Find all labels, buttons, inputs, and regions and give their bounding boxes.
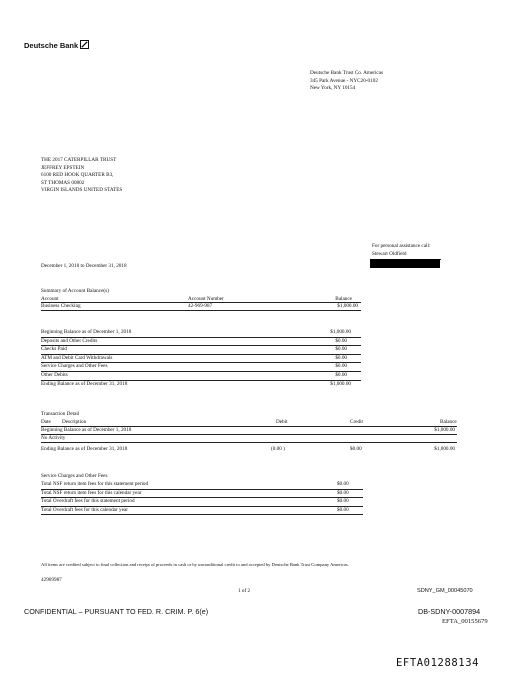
summary-row-balance: $1,000.00 — [337, 303, 358, 309]
balance-value: $0.00 — [335, 346, 347, 353]
summary-title: Summary of Account Balance(s) — [41, 288, 109, 294]
balance-label: Checks Paid — [41, 346, 67, 353]
balance-row — [41, 381, 361, 389]
client-address-line: THE 2017 CATERPILLAR TRUST — [41, 157, 117, 163]
balance-row — [41, 346, 361, 355]
balance-value: $0.00 — [335, 337, 347, 344]
bank-address-line: Deutsche Bank Trust Co. Americas — [310, 70, 384, 76]
fee-label: Total NSF return item fees for this statement period — [41, 481, 149, 487]
transaction-ending-label: Ending Balance as of December 31, 2018 — [41, 446, 128, 452]
transaction-row-rule — [41, 442, 457, 443]
fee-row — [41, 490, 363, 499]
balance-row — [41, 338, 361, 347]
fee-row — [41, 507, 363, 516]
client-address-line: VIRGIN ISLANDS UNITED STATES — [41, 187, 123, 194]
summary-header-balance: Balance — [335, 296, 352, 302]
client-address — [41, 157, 122, 195]
fee-row — [41, 481, 363, 490]
db-sdny-number: DB-SDNY-0007894 — [418, 607, 481, 616]
balance-label: Deposits and Other Credits — [41, 337, 98, 344]
bank-address-line: 345 Park Avenue - NYC20-0102 — [310, 77, 378, 84]
balance-label: Beginning Balance as of December 1, 2018 — [41, 329, 132, 335]
balance-row — [41, 372, 361, 381]
summary-header-account: Account — [41, 296, 59, 302]
deutsche-bank-logo-icon — [80, 40, 89, 49]
transaction-header-description: Description — [62, 419, 87, 425]
transaction-no-activity: No Activity — [41, 435, 66, 441]
page-number: 1 of 2 — [238, 588, 251, 594]
summary-row-number: 42-969-987 — [188, 303, 213, 309]
footer-code: 42969987 — [41, 577, 62, 583]
fees-title: Service Charges and Other Fees — [41, 473, 108, 479]
transaction-ending-credit: $0.00 — [350, 446, 362, 452]
balance-row — [41, 363, 361, 372]
bank-logo-text: Deutsche Bank — [24, 41, 79, 50]
summary-row-account: Business Checking — [41, 303, 81, 309]
efta-large-number: EFTA01288134 — [396, 657, 480, 669]
fee-label: Total Overdraft fees for this calendar year — [41, 506, 128, 513]
balance-label: Other Debits — [41, 371, 68, 378]
fee-row — [41, 498, 363, 507]
balance-row — [41, 329, 361, 338]
balance-value: $0.00 — [335, 354, 347, 361]
fee-value: $0.00 — [337, 489, 349, 496]
fee-value: $0.00 — [337, 498, 349, 505]
summary-header-number: Account Number — [188, 296, 224, 302]
transaction-header-balance: Balance — [440, 419, 457, 425]
client-address-line: 6100 RED HOOK QUARTER B3, — [41, 172, 114, 179]
assistance-name: Stewart Oldfield — [372, 251, 441, 260]
balance-value: $1,000.00 — [330, 380, 351, 387]
transaction-row-rule — [41, 434, 457, 435]
fee-value: $0.00 — [337, 481, 349, 487]
balance-value: $0.00 — [335, 371, 347, 378]
efta-small-number: EFTA_00155679 — [442, 618, 488, 625]
balance-value: $0.00 — [335, 363, 347, 370]
confidential-notice: CONFIDENTIAL – PURSUANT TO FED. R. CRIM. P. 6(e) — [24, 607, 209, 616]
balance-label: ATM and Debit Card Withdrawals — [41, 354, 113, 361]
sdny-gm-number: SDNY_GM_00045070 — [417, 588, 473, 594]
assistance-label: For personal assistance call: — [372, 243, 431, 249]
balance-label: Service Charges and Other Fees — [41, 363, 108, 370]
redaction-box — [370, 259, 440, 268]
transaction-beginning-label: Beginning Balance as of December 1, 2018 — [41, 427, 132, 433]
bank-address — [310, 70, 383, 93]
bank-address-line: New York, NY 10154 — [310, 85, 356, 92]
balance-row — [41, 355, 361, 364]
transaction-title: Transaction Detail — [41, 411, 80, 417]
transaction-beginning-balance: $1,000.00 — [434, 427, 455, 433]
statement-period: December 1, 2018 to December 31, 2018 — [41, 263, 127, 269]
fee-value: $0.00 — [337, 506, 349, 513]
balance-value: $1,000.00 — [330, 329, 351, 335]
transaction-header-date: Date — [41, 419, 51, 425]
balance-label: Ending Balance as of December 31, 2018 — [41, 380, 128, 387]
fee-label: Total Overdraft fees for this statement period — [41, 498, 135, 505]
fees-table — [41, 481, 363, 515]
balance-breakdown — [41, 329, 361, 388]
transaction-ending-balance: $1,000.00 — [434, 446, 455, 452]
client-address-line: JEFFREY EPSTEIN — [41, 164, 85, 171]
client-address-line: ST THOMAS 00802 — [41, 179, 85, 186]
fee-label: Total NSF return item fees for this calendar year — [41, 489, 142, 496]
transaction-header-debit: Debit — [276, 419, 288, 425]
transaction-header-credit: Credit — [350, 419, 363, 425]
transaction-ending-debit: (0.00 ) — [271, 446, 285, 452]
disclaimer: All items are credited subject to final collection and receipt of proceeds in cash or by unconditional credit to and accepted by Deutsche Bank Trust Company Americas. — [41, 562, 349, 567]
